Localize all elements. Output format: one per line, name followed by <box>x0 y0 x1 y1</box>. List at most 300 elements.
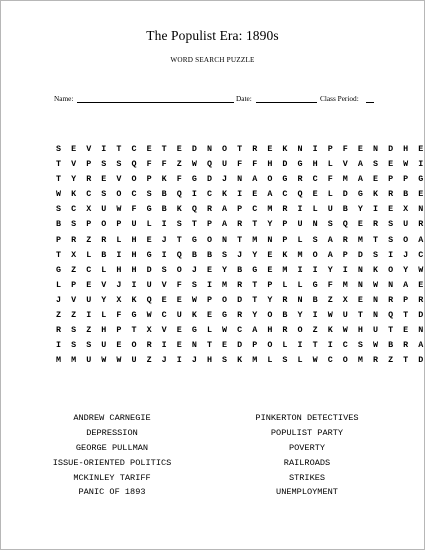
grid-letter[interactable]: Y <box>267 294 273 305</box>
grid-letter[interactable]: M <box>252 234 258 245</box>
grid-letter[interactable]: I <box>388 249 394 260</box>
grid-letter[interactable]: X <box>403 204 409 215</box>
grid-letter[interactable]: K <box>372 264 378 275</box>
grid-letter[interactable]: W <box>116 204 122 215</box>
grid-letter[interactable]: L <box>86 249 92 260</box>
grid-letter[interactable]: L <box>101 264 107 275</box>
grid-letter[interactable]: L <box>101 310 107 321</box>
grid-letter[interactable]: E <box>357 294 363 305</box>
grid-letter[interactable]: E <box>267 144 273 154</box>
grid-letter[interactable]: R <box>388 294 394 305</box>
grid-letter[interactable]: O <box>206 234 212 245</box>
grid-letter[interactable]: I <box>372 204 378 215</box>
grid-letter[interactable]: U <box>327 204 333 215</box>
grid-letter[interactable]: E <box>267 264 273 275</box>
grid-letter[interactable]: U <box>372 325 378 336</box>
grid-letter[interactable]: V <box>342 159 348 170</box>
grid-letter[interactable]: E <box>176 325 182 336</box>
grid-letter[interactable]: E <box>267 249 273 260</box>
grid-letter[interactable]: Y <box>252 249 258 260</box>
grid-letter[interactable]: S <box>101 189 107 200</box>
grid-letter[interactable]: R <box>282 204 288 215</box>
grid-letter[interactable]: B <box>191 249 197 260</box>
grid-letter[interactable]: M <box>56 355 62 366</box>
grid-letter[interactable]: I <box>297 264 303 275</box>
grid-letter[interactable]: D <box>237 340 243 351</box>
grid-letter[interactable]: S <box>372 159 378 170</box>
grid-letter[interactable]: J <box>161 355 167 366</box>
grid-letter[interactable]: N <box>418 325 424 336</box>
grid-letter[interactable]: R <box>418 294 424 305</box>
grid-letter[interactable]: R <box>282 325 288 336</box>
grid-letter[interactable]: O <box>131 340 137 351</box>
grid-letter[interactable]: P <box>116 219 122 230</box>
grid-letter[interactable]: M <box>342 279 348 290</box>
grid-letter[interactable]: C <box>131 189 137 200</box>
grid-letter[interactable]: T <box>206 340 212 351</box>
grid-letter[interactable]: G <box>252 264 258 275</box>
grid-letter[interactable]: B <box>403 189 409 200</box>
grid-letter[interactable]: I <box>237 189 243 200</box>
grid-letter[interactable]: P <box>146 174 152 185</box>
grid-letter[interactable]: R <box>342 234 348 245</box>
grid-letter[interactable]: P <box>56 234 62 245</box>
grid-letter[interactable]: M <box>297 249 303 260</box>
grid-letter[interactable]: C <box>282 189 288 200</box>
grid-letter[interactable]: I <box>297 204 303 215</box>
grid-letter[interactable]: O <box>116 189 122 200</box>
grid-letter[interactable]: T <box>403 355 409 366</box>
grid-letter[interactable]: T <box>176 234 182 245</box>
grid-letter[interactable]: W <box>312 355 318 366</box>
grid-letter[interactable]: E <box>146 234 152 245</box>
grid-letter[interactable]: E <box>357 144 363 154</box>
grid-letter[interactable]: E <box>312 189 318 200</box>
grid-letter[interactable]: Z <box>388 355 394 366</box>
grid-letter[interactable]: N <box>267 234 273 245</box>
grid-letter[interactable]: L <box>282 279 288 290</box>
grid-letter[interactable]: A <box>267 189 273 200</box>
grid-letter[interactable]: S <box>56 204 62 215</box>
grid-letter[interactable]: J <box>116 279 122 290</box>
grid-letter[interactable]: S <box>282 355 288 366</box>
grid-letter[interactable]: Z <box>71 310 77 321</box>
grid-letter[interactable]: Y <box>101 294 107 305</box>
grid-letter[interactable]: P <box>282 234 288 245</box>
grid-letter[interactable]: W <box>403 159 409 170</box>
grid-letter[interactable]: F <box>161 159 167 170</box>
grid-letter[interactable]: Q <box>176 249 182 260</box>
grid-letter[interactable]: A <box>403 279 409 290</box>
grid-letter[interactable]: S <box>372 249 378 260</box>
grid-letter[interactable]: N <box>237 174 243 185</box>
grid-letter[interactable]: D <box>237 294 243 305</box>
grid-letter[interactable]: O <box>312 249 318 260</box>
grid-letter[interactable]: Q <box>297 189 303 200</box>
grid-letter[interactable]: B <box>312 294 318 305</box>
grid-letter[interactable]: K <box>372 189 378 200</box>
grid-letter[interactable]: S <box>71 340 77 351</box>
grid-letter[interactable]: S <box>388 219 394 230</box>
grid-letter[interactable]: C <box>161 310 167 321</box>
grid-letter[interactable]: U <box>86 355 92 366</box>
grid-letter[interactable]: B <box>237 264 243 275</box>
date-field[interactable] <box>256 102 317 103</box>
grid-letter[interactable]: I <box>161 249 167 260</box>
grid-letter[interactable]: O <box>267 174 273 185</box>
grid-letter[interactable]: O <box>176 264 182 275</box>
grid-letter[interactable]: R <box>237 310 243 321</box>
grid-letter[interactable]: I <box>312 144 318 154</box>
grid-letter[interactable]: R <box>418 219 424 230</box>
grid-letter[interactable]: E <box>71 144 77 154</box>
grid-letter[interactable]: R <box>237 279 243 290</box>
grid-letter[interactable]: W <box>418 264 424 275</box>
grid-letter[interactable]: U <box>297 219 303 230</box>
grid-letter[interactable]: S <box>86 340 92 351</box>
grid-letter[interactable]: O <box>388 264 394 275</box>
grid-letter[interactable]: K <box>282 249 288 260</box>
grid-letter[interactable]: B <box>101 249 107 260</box>
grid-letter[interactable]: O <box>267 340 273 351</box>
grid-letter[interactable]: Q <box>388 310 394 321</box>
grid-letter[interactable]: L <box>267 355 273 366</box>
grid-letter[interactable]: J <box>56 294 62 305</box>
grid-letter[interactable]: P <box>267 279 273 290</box>
grid-letter[interactable]: A <box>327 249 333 260</box>
grid-letter[interactable]: U <box>86 294 92 305</box>
grid-letter[interactable]: D <box>388 144 394 154</box>
grid-letter[interactable]: I <box>131 279 137 290</box>
grid-letter[interactable]: M <box>357 355 363 366</box>
grid-letter[interactable]: P <box>237 204 243 215</box>
grid-letter[interactable]: C <box>342 340 348 351</box>
grid-letter[interactable]: T <box>56 159 62 170</box>
grid-letter[interactable]: P <box>86 219 92 230</box>
grid-letter[interactable]: S <box>176 219 182 230</box>
grid-letter[interactable]: U <box>101 340 107 351</box>
grid-letter[interactable]: G <box>191 234 197 245</box>
grid-letter[interactable]: U <box>176 310 182 321</box>
grid-letter[interactable]: A <box>357 174 363 185</box>
grid-letter[interactable]: P <box>252 340 258 351</box>
grid-letter[interactable]: O <box>297 325 303 336</box>
grid-letter[interactable]: T <box>116 144 122 154</box>
grid-letter[interactable]: A <box>252 325 258 336</box>
grid-letter[interactable]: T <box>191 219 197 230</box>
grid-letter[interactable]: D <box>282 159 288 170</box>
grid-letter[interactable]: N <box>388 279 394 290</box>
grid-letter[interactable]: E <box>206 310 212 321</box>
grid-letter[interactable]: Y <box>222 264 228 275</box>
grid-letter[interactable]: B <box>206 249 212 260</box>
grid-letter[interactable]: I <box>312 310 318 321</box>
grid-letter[interactable]: M <box>222 279 228 290</box>
grid-letter[interactable]: M <box>267 204 273 215</box>
grid-letter[interactable]: A <box>252 174 258 185</box>
grid-letter[interactable]: F <box>176 174 182 185</box>
grid-letter[interactable]: R <box>388 189 394 200</box>
grid-letter[interactable]: E <box>206 264 212 275</box>
grid-letter[interactable]: N <box>191 340 197 351</box>
grid-letter[interactable]: I <box>161 219 167 230</box>
grid-letter[interactable]: G <box>357 189 363 200</box>
grid-letter[interactable]: R <box>237 219 243 230</box>
grid-letter[interactable]: A <box>327 234 333 245</box>
grid-letter[interactable]: E <box>161 294 167 305</box>
grid-letter[interactable]: R <box>86 174 92 185</box>
grid-letter[interactable]: J <box>191 264 197 275</box>
grid-letter[interactable]: I <box>297 340 303 351</box>
grid-letter[interactable]: E <box>418 279 424 290</box>
grid-letter[interactable]: U <box>131 219 137 230</box>
grid-letter[interactable]: E <box>372 174 378 185</box>
grid-letter[interactable]: P <box>71 279 77 290</box>
grid-letter[interactable]: C <box>252 204 258 215</box>
grid-letter[interactable]: C <box>86 264 92 275</box>
grid-letter[interactable]: Y <box>357 204 363 215</box>
grid-letter[interactable]: G <box>191 174 197 185</box>
grid-letter[interactable]: G <box>191 325 197 336</box>
grid-letter[interactable]: M <box>357 234 363 245</box>
grid-letter[interactable]: R <box>206 204 212 215</box>
grid-letter[interactable]: S <box>388 234 394 245</box>
grid-letter[interactable]: T <box>403 310 409 321</box>
grid-letter[interactable]: W <box>116 355 122 366</box>
grid-letter[interactable]: L <box>56 279 62 290</box>
grid-letter[interactable]: H <box>131 249 137 260</box>
grid-letter[interactable]: U <box>222 159 228 170</box>
grid-letter[interactable]: H <box>116 264 122 275</box>
grid-letter[interactable]: G <box>312 279 318 290</box>
grid-letter[interactable]: U <box>131 355 137 366</box>
name-field[interactable] <box>77 102 234 103</box>
grid-letter[interactable]: W <box>146 310 152 321</box>
grid-letter[interactable]: K <box>71 189 77 200</box>
grid-letter[interactable]: F <box>116 310 122 321</box>
grid-letter[interactable]: M <box>342 174 348 185</box>
grid-letter[interactable]: B <box>388 340 394 351</box>
grid-letter[interactable]: I <box>327 340 333 351</box>
grid-letter[interactable]: B <box>161 189 167 200</box>
grid-letter[interactable]: L <box>312 204 318 215</box>
grid-letter[interactable]: U <box>403 219 409 230</box>
grid-letter[interactable]: G <box>56 264 62 275</box>
grid-letter[interactable]: R <box>372 355 378 366</box>
grid-letter[interactable]: N <box>297 294 303 305</box>
grid-letter[interactable]: V <box>71 159 77 170</box>
grid-letter[interactable]: D <box>418 355 424 366</box>
grid-letter[interactable]: K <box>237 355 243 366</box>
grid-letter[interactable]: G <box>297 159 303 170</box>
grid-letter[interactable]: Q <box>176 189 182 200</box>
class-period-field[interactable] <box>366 102 374 103</box>
grid-letter[interactable]: R <box>56 325 62 336</box>
grid-letter[interactable]: J <box>222 174 228 185</box>
grid-letter[interactable]: S <box>161 264 167 275</box>
grid-letter[interactable]: I <box>191 189 197 200</box>
grid-letter[interactable]: E <box>357 219 363 230</box>
grid-letter[interactable]: K <box>327 325 333 336</box>
grid-letter[interactable]: D <box>191 144 197 154</box>
grid-letter[interactable]: P <box>403 294 409 305</box>
grid-letter[interactable]: R <box>282 294 288 305</box>
grid-letter[interactable]: L <box>146 219 152 230</box>
grid-letter[interactable]: C <box>86 189 92 200</box>
grid-letter[interactable]: L <box>297 234 303 245</box>
grid-letter[interactable]: S <box>222 249 228 260</box>
grid-letter[interactable]: Z <box>327 294 333 305</box>
grid-letter[interactable]: Q <box>342 219 348 230</box>
grid-letter[interactable]: Y <box>297 310 303 321</box>
grid-letter[interactable]: G <box>146 249 152 260</box>
grid-letter[interactable]: V <box>71 294 77 305</box>
grid-letter[interactable]: S <box>191 279 197 290</box>
grid-letter[interactable]: U <box>146 279 152 290</box>
grid-letter[interactable]: E <box>176 340 182 351</box>
grid-letter[interactable]: E <box>388 159 394 170</box>
grid-letter[interactable]: H <box>131 234 137 245</box>
grid-letter[interactable]: G <box>222 310 228 321</box>
grid-letter[interactable]: T <box>237 234 243 245</box>
grid-letter[interactable]: V <box>116 174 122 185</box>
grid-letter[interactable]: F <box>252 159 258 170</box>
grid-letter[interactable]: F <box>327 279 333 290</box>
grid-letter[interactable]: E <box>116 340 122 351</box>
grid-letter[interactable]: P <box>206 294 212 305</box>
grid-letter[interactable]: Q <box>146 294 152 305</box>
grid-letter[interactable]: N <box>206 144 212 154</box>
grid-letter[interactable]: W <box>56 189 62 200</box>
grid-letter[interactable]: S <box>146 189 152 200</box>
grid-letter[interactable]: W <box>191 159 197 170</box>
grid-letter[interactable]: X <box>86 204 92 215</box>
grid-letter[interactable]: M <box>71 355 77 366</box>
grid-letter[interactable]: A <box>222 204 228 215</box>
grid-letter[interactable]: H <box>357 325 363 336</box>
grid-letter[interactable]: Y <box>71 174 77 185</box>
grid-letter[interactable]: Q <box>191 204 197 215</box>
grid-letter[interactable]: N <box>372 144 378 154</box>
grid-letter[interactable]: W <box>327 310 333 321</box>
grid-letter[interactable]: H <box>131 264 137 275</box>
grid-letter[interactable]: E <box>176 144 182 154</box>
grid-letter[interactable]: Z <box>176 159 182 170</box>
grid-letter[interactable]: K <box>131 294 137 305</box>
grid-letter[interactable]: R <box>252 144 258 154</box>
grid-letter[interactable]: T <box>237 144 243 154</box>
grid-letter[interactable]: F <box>342 144 348 154</box>
grid-letter[interactable]: S <box>357 340 363 351</box>
grid-letter[interactable]: N <box>372 310 378 321</box>
grid-letter[interactable]: E <box>86 279 92 290</box>
grid-letter[interactable]: W <box>372 340 378 351</box>
grid-letter[interactable]: E <box>403 325 409 336</box>
grid-letter[interactable]: R <box>403 340 409 351</box>
grid-letter[interactable]: N <box>297 144 303 154</box>
grid-letter[interactable]: O <box>101 219 107 230</box>
grid-letter[interactable]: P <box>206 219 212 230</box>
grid-letter[interactable]: Z <box>146 355 152 366</box>
grid-letter[interactable]: W <box>191 294 197 305</box>
grid-letter[interactable]: R <box>297 174 303 185</box>
grid-letter[interactable]: J <box>403 249 409 260</box>
grid-letter[interactable]: I <box>86 310 92 321</box>
grid-letter[interactable]: S <box>327 219 333 230</box>
grid-letter[interactable]: U <box>101 204 107 215</box>
grid-letter[interactable]: C <box>237 325 243 336</box>
grid-letter[interactable]: B <box>342 204 348 215</box>
grid-letter[interactable]: Y <box>267 219 273 230</box>
grid-letter[interactable]: Z <box>56 310 62 321</box>
grid-letter[interactable]: F <box>237 159 243 170</box>
grid-letter[interactable]: S <box>71 219 77 230</box>
grid-letter[interactable]: D <box>206 174 212 185</box>
grid-letter[interactable]: H <box>267 325 273 336</box>
grid-letter[interactable]: F <box>131 204 137 215</box>
grid-letter[interactable]: E <box>146 144 152 154</box>
grid-letter[interactable]: R <box>71 234 77 245</box>
grid-letter[interactable]: K <box>161 174 167 185</box>
grid-letter[interactable]: D <box>418 310 424 321</box>
grid-letter[interactable]: T <box>56 249 62 260</box>
grid-letter[interactable]: L <box>297 355 303 366</box>
grid-letter[interactable]: D <box>146 264 152 275</box>
grid-letter[interactable]: K <box>176 204 182 215</box>
grid-letter[interactable]: K <box>222 189 228 200</box>
grid-letter[interactable]: H <box>101 325 107 336</box>
grid-letter[interactable]: B <box>56 219 62 230</box>
grid-letter[interactable]: T <box>312 340 318 351</box>
grid-letter[interactable]: E <box>418 189 424 200</box>
grid-letter[interactable]: Y <box>252 310 258 321</box>
grid-letter[interactable]: A <box>418 234 424 245</box>
grid-letter[interactable]: N <box>357 264 363 275</box>
grid-letter[interactable]: I <box>56 340 62 351</box>
grid-letter[interactable]: I <box>101 144 107 154</box>
grid-letter[interactable]: T <box>56 174 62 185</box>
grid-letter[interactable]: T <box>372 234 378 245</box>
grid-letter[interactable]: A <box>222 219 228 230</box>
grid-letter[interactable]: P <box>282 219 288 230</box>
grid-letter[interactable]: N <box>312 219 318 230</box>
grid-letter[interactable]: E <box>252 189 258 200</box>
grid-letter[interactable]: Z <box>86 234 92 245</box>
grid-letter[interactable]: V <box>161 325 167 336</box>
grid-letter[interactable]: I <box>342 264 348 275</box>
grid-letter[interactable]: F <box>327 174 333 185</box>
grid-letter[interactable]: J <box>191 355 197 366</box>
grid-letter[interactable]: E <box>222 340 228 351</box>
grid-letter[interactable]: P <box>116 325 122 336</box>
grid-letter[interactable]: Q <box>131 159 137 170</box>
grid-letter[interactable]: W <box>372 279 378 290</box>
grid-letter[interactable]: C <box>131 144 137 154</box>
grid-letter[interactable]: N <box>418 204 424 215</box>
grid-letter[interactable]: P <box>327 144 333 154</box>
grid-letter[interactable]: Q <box>206 159 212 170</box>
grid-letter[interactable]: M <box>282 264 288 275</box>
grid-letter[interactable]: O <box>403 234 409 245</box>
grid-letter[interactable]: A <box>418 340 424 351</box>
grid-letter[interactable]: T <box>388 325 394 336</box>
grid-letter[interactable]: S <box>101 159 107 170</box>
grid-letter[interactable]: W <box>101 355 107 366</box>
grid-letter[interactable]: C <box>418 249 424 260</box>
grid-letter[interactable]: K <box>282 144 288 154</box>
grid-letter[interactable]: V <box>101 279 107 290</box>
grid-letter[interactable]: R <box>372 219 378 230</box>
